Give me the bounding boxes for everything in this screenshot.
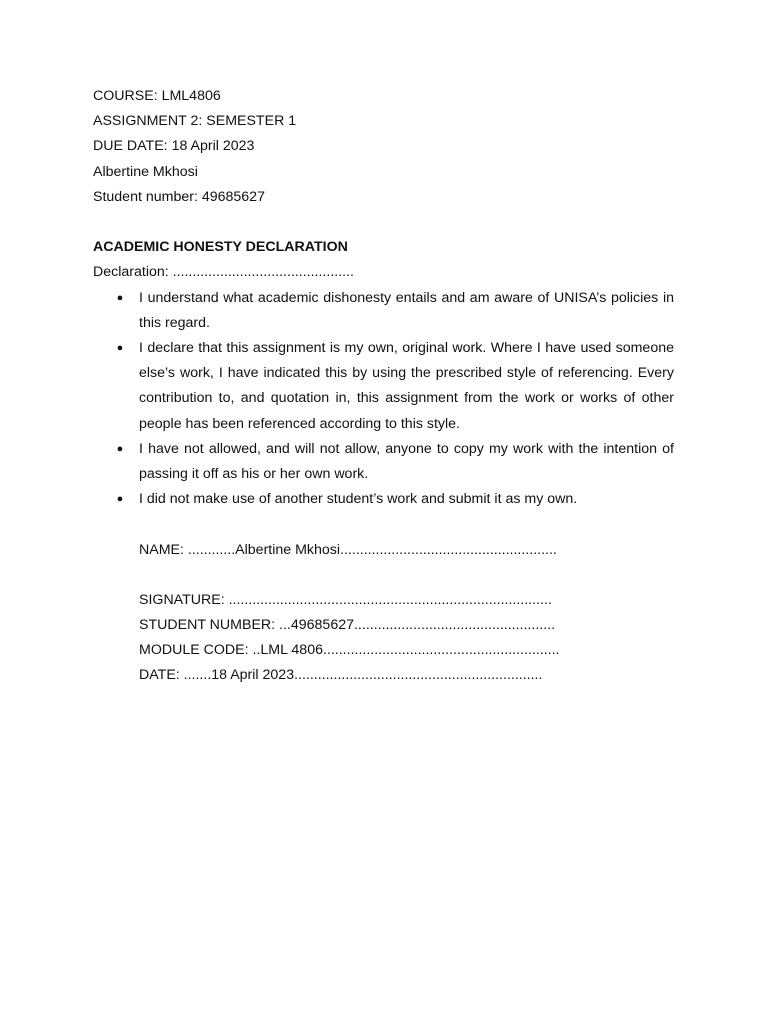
assignment-line: ASSIGNMENT 2: SEMESTER 1 bbox=[93, 113, 297, 130]
spacer bbox=[93, 563, 674, 588]
declaration-item-text: I declare that this assignment is my own, original work. Where I have used someone else’s work, I have indicated this by using the prescribed style of referencing. Every contribution to, and quotation in, this assignment from the work or works of other people has been referenced according to this style. bbox=[139, 339, 674, 432]
signoff-name: NAME: ............Albertine Mkhosi....................................................... bbox=[139, 541, 557, 558]
declaration-item-text: I have not allowed, and will not allow, anyone to copy my work with the intention of passing it off as his or her own work. bbox=[139, 440, 674, 482]
signoff-module-code: MODULE CODE: ..LML 4806............................................................ bbox=[139, 642, 560, 659]
declaration-item-text: I did not make use of another student’s work and submit it as my own. bbox=[139, 491, 578, 508]
student-number-line: Student number: 49685627 bbox=[93, 188, 265, 205]
due-date-line: DUE DATE: 18 April 2023 bbox=[93, 138, 255, 155]
declaration-item-text: I understand what academic dishonesty entails and am aware of UNISA’s policies in this regard. bbox=[139, 289, 674, 331]
declaration-item bbox=[93, 286, 674, 336]
spacer bbox=[93, 512, 674, 537]
course-line: COURSE: LML4806 bbox=[93, 88, 221, 104]
student-name-line: Albertine Mkhosi bbox=[93, 163, 198, 180]
declaration-title: ACADEMIC HONESTY DECLARATION bbox=[93, 239, 348, 256]
document-page bbox=[93, 84, 674, 689]
bullet-icon: ● bbox=[116, 291, 124, 304]
bullet-icon: ● bbox=[116, 493, 124, 506]
signoff-date: DATE: .......18 April 2023............................................................... bbox=[139, 667, 543, 684]
declaration-list bbox=[93, 286, 674, 513]
signoff-student-number: STUDENT NUMBER: ...49685627................................................... bbox=[139, 617, 556, 634]
declaration-item bbox=[93, 336, 674, 437]
bullet-icon: ● bbox=[116, 442, 124, 455]
signoff-signature: SIGNATURE: .................................................................................. bbox=[139, 591, 552, 608]
spacer bbox=[93, 210, 674, 235]
declaration-item bbox=[93, 437, 674, 487]
declaration-item bbox=[93, 487, 674, 512]
declaration-label: Declaration: .............................................. bbox=[93, 264, 354, 281]
bullet-icon: ● bbox=[116, 341, 124, 354]
